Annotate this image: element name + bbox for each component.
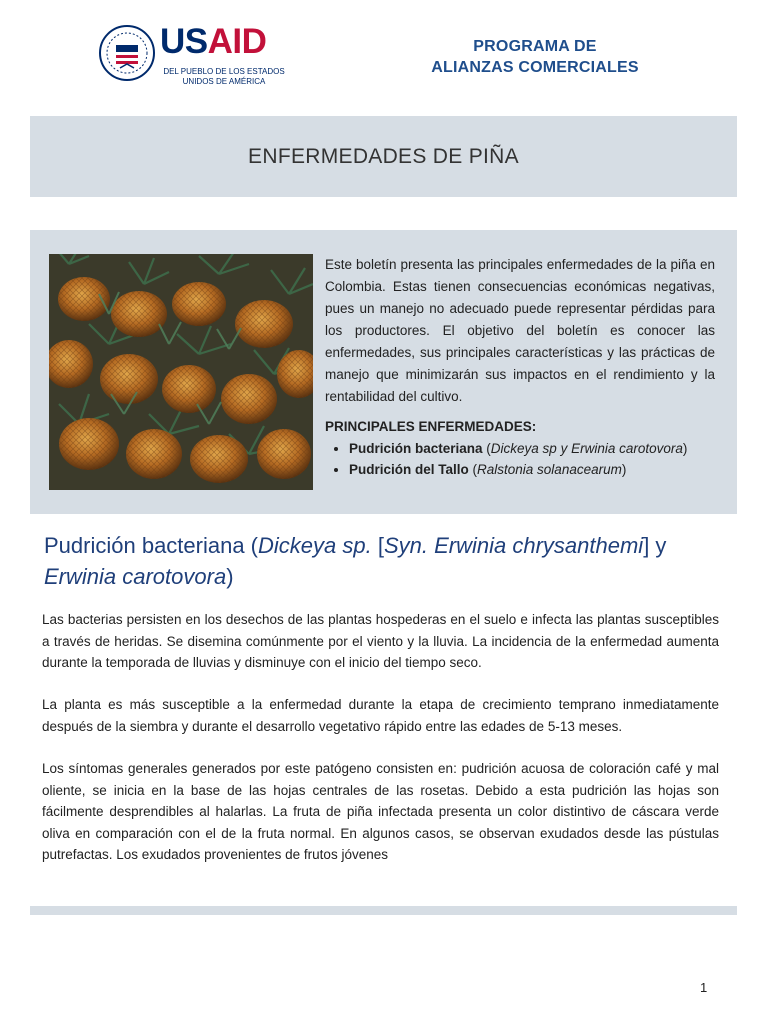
disease-agent: Dickeya sp y Erwinia carotovora	[490, 441, 683, 456]
page-title: ENFERMEDADES DE PIÑA	[248, 145, 519, 168]
bottom-divider	[30, 906, 737, 915]
usaid-logo	[98, 22, 298, 92]
body-paragraph: Las bacterias persisten en los desechos de las plantas hospederas en el suelo e infecta las plantas susceptibles a través de heridas. Se disemina comúnmente por el viento y la lluvia. La incidencia de la enfermedad aumenta durante la temporada de lluvias y disminuye con el inicio del tiempo seco.	[42, 612, 719, 670]
list-item: • Pudrición del Tallo (Ralstonia solanacearum)	[349, 459, 715, 480]
pineapple-photo	[49, 254, 313, 490]
usaid-tagline: DEL PUEBLO DE LOS ESTADOS UNIDOS DE AMÉRICA	[163, 67, 285, 86]
intro-text	[325, 254, 715, 480]
disease-name: Pudrición bacteriana	[349, 441, 483, 456]
usaid-seal-icon	[98, 24, 156, 82]
list-item: • Pudrición bacteriana (Dickeya sp y Erwinia carotovora)	[349, 438, 715, 459]
program-name	[405, 36, 665, 78]
program-line-2: ALIANZAS COMERCIALES	[431, 59, 639, 76]
disease-name: Pudrición del Tallo	[349, 462, 469, 477]
title-bar	[30, 116, 737, 197]
intro-paragraph: Este boletín presenta las principales enfermedades de la piña en Colombia. Estas tienen consecuencias económicas negativas, pues un manejo no adecuado puede representar pérdidas para los productores. El objetivo del boletín es conocer las enfermedades, sus principales características y las prácticas de manejo que minimizarán sus impactos en el rendimiento y la rentabilidad del cultivo.	[325, 257, 715, 404]
disease-list	[325, 438, 715, 480]
body-paragraph: Los síntomas generales generados por este patógeno consisten en: pudrición acuosa de coloración café y mal oliente, se inicia en la base de las hojas centrales de las rosetas. Debido a esta pudrición las hojas son fácilmente desprendibles al halarlas. La fruta de piña infectada presenta un color distintivo de cáscara verde oliva en comparación con el de la fruta normal. En algunos casos, se observan exudados desde las pústulas putrefactas. Los exudados provenientes de frutos jóvenes	[42, 761, 719, 862]
body-paragraph: La planta es más susceptible a la enfermedad durante la etapa de crecimiento temprano inmediatamente después de la siembra y durante el desarrollo vegetativo rápido entre las edades de 5-13 meses.	[42, 697, 719, 734]
page-number: 1	[700, 980, 708, 995]
page-header	[0, 0, 768, 110]
disease-agent: Ralstonia solanacearum	[477, 462, 622, 477]
program-line-1: PROGRAMA DE	[473, 38, 597, 55]
intro-box	[30, 230, 737, 514]
diseases-heading: PRINCIPALES ENFERMEDADES:	[325, 419, 537, 434]
usaid-wordmark: USAID	[160, 22, 267, 61]
section-heading: Pudrición bacteriana (Dickeya sp. [Syn. Erwinia chrysanthemi] y Erwinia carotovora)	[44, 533, 667, 589]
